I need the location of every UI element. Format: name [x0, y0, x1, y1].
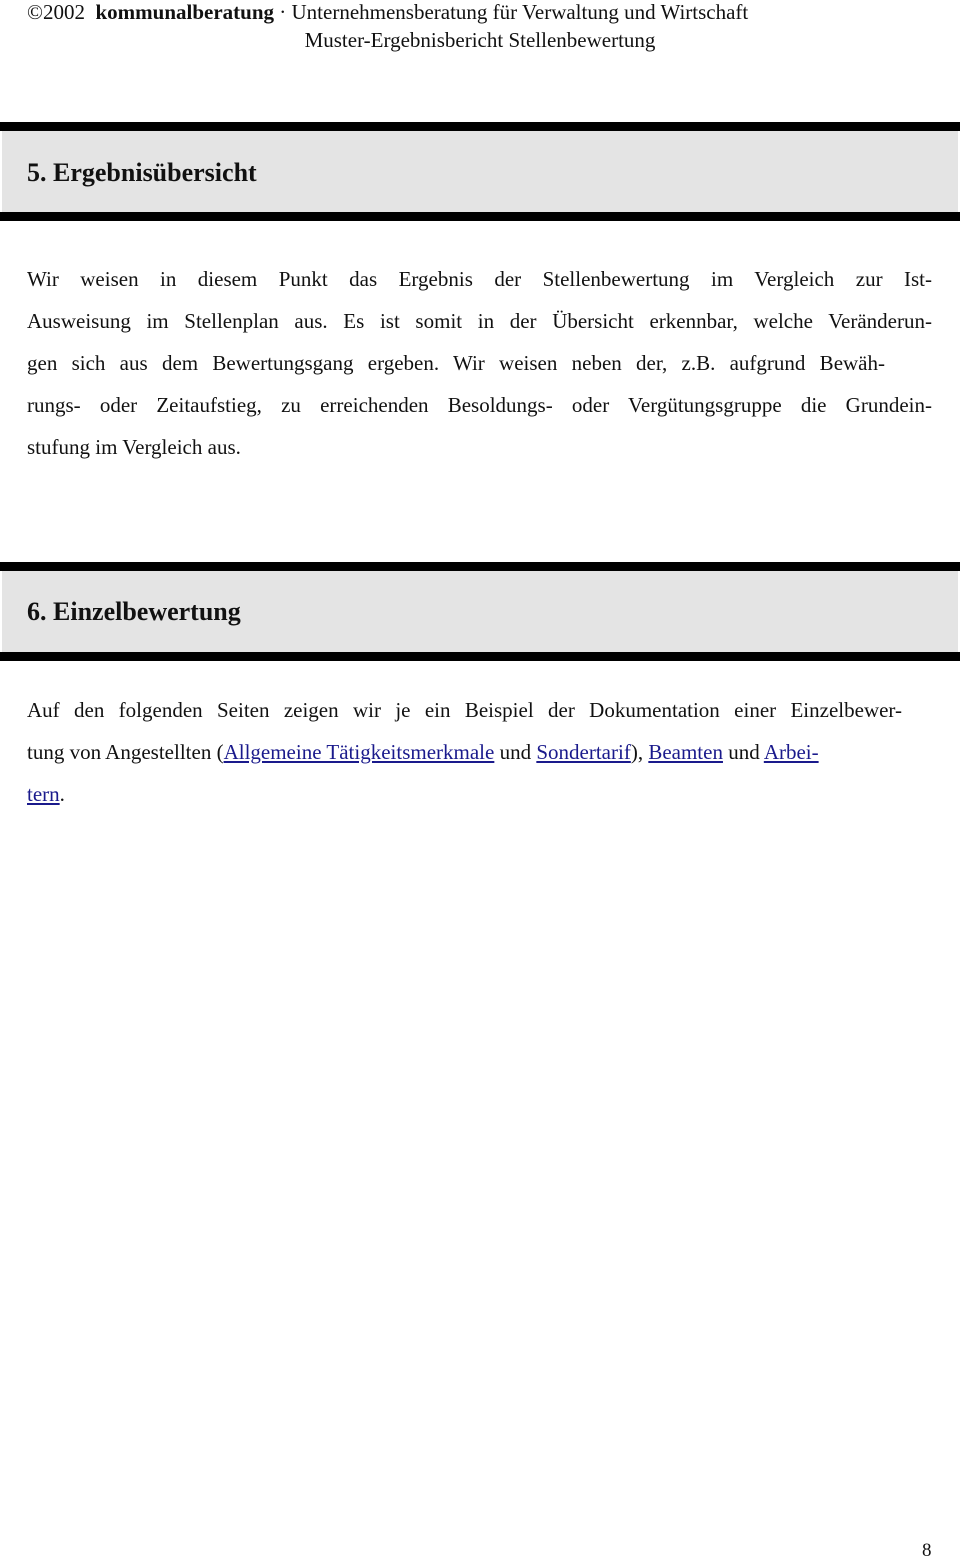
link-arbeitern[interactable]: tern: [27, 782, 60, 806]
section-6-title: 6. Einzelbewertung: [27, 597, 241, 626]
paragraph-line: Ausweisung im Stellenplan aus. Es ist somit in der Übersicht erkennbar, welche Veränderun-: [27, 309, 932, 333]
section-divider: [0, 652, 960, 661]
paragraph-line: rungs- oder Zeitaufstieg, zu erreichenden Besoldungs- oder Vergütungsgruppe die Grundein-: [27, 393, 932, 417]
section-5-title: 5. Ergebnisübersicht: [27, 158, 257, 187]
company-tagline: Unternehmensberatung für Verwaltung und Wirtschaft: [291, 0, 749, 24]
text: und: [722, 740, 764, 764]
section-divider: [0, 122, 960, 131]
text: tung von Angestellten (: [27, 740, 224, 764]
paragraph-line: stufung im Vergleich aus.: [27, 435, 241, 459]
separator: ·: [279, 0, 287, 24]
paragraph-line: [27, 782, 932, 806]
document-subtitle: Muster-Ergebnisbericht Stellenbewertung: [304, 28, 656, 52]
link-allgemeine-taetigkeitsmerkmale[interactable]: Allgemeine Tätigkeitsmerkmale: [223, 740, 495, 764]
paragraph-line: Wir weisen in diesem Punkt das Ergebnis der Stellenbewertung im Vergleich zur Ist-: [27, 267, 932, 291]
paragraph-line: [27, 740, 932, 764]
copyright: ©2002: [27, 0, 85, 24]
text: ),: [630, 740, 649, 764]
section-divider: [0, 562, 960, 571]
header-line-company: [27, 0, 748, 24]
page-number: 8: [922, 1540, 932, 1561]
paragraph-line: gen sich aus dem Bewertungsgang ergeben. Wir weisen neben der, z.B. aufgrund Bewäh-: [27, 351, 885, 375]
company-name: kommunalberatung: [95, 0, 274, 24]
text: und: [494, 740, 537, 764]
link-beamten[interactable]: Beamten: [648, 740, 723, 764]
link-arbeitern[interactable]: Arbei-: [763, 740, 819, 764]
section-divider: [0, 212, 960, 221]
link-sondertarif[interactable]: Sondertarif: [536, 740, 631, 764]
paragraph-line: Auf den folgenden Seiten zeigen wir je ein Beispiel der Dokumentation einer Einzelbewer-: [27, 698, 902, 722]
text: .: [59, 782, 65, 806]
